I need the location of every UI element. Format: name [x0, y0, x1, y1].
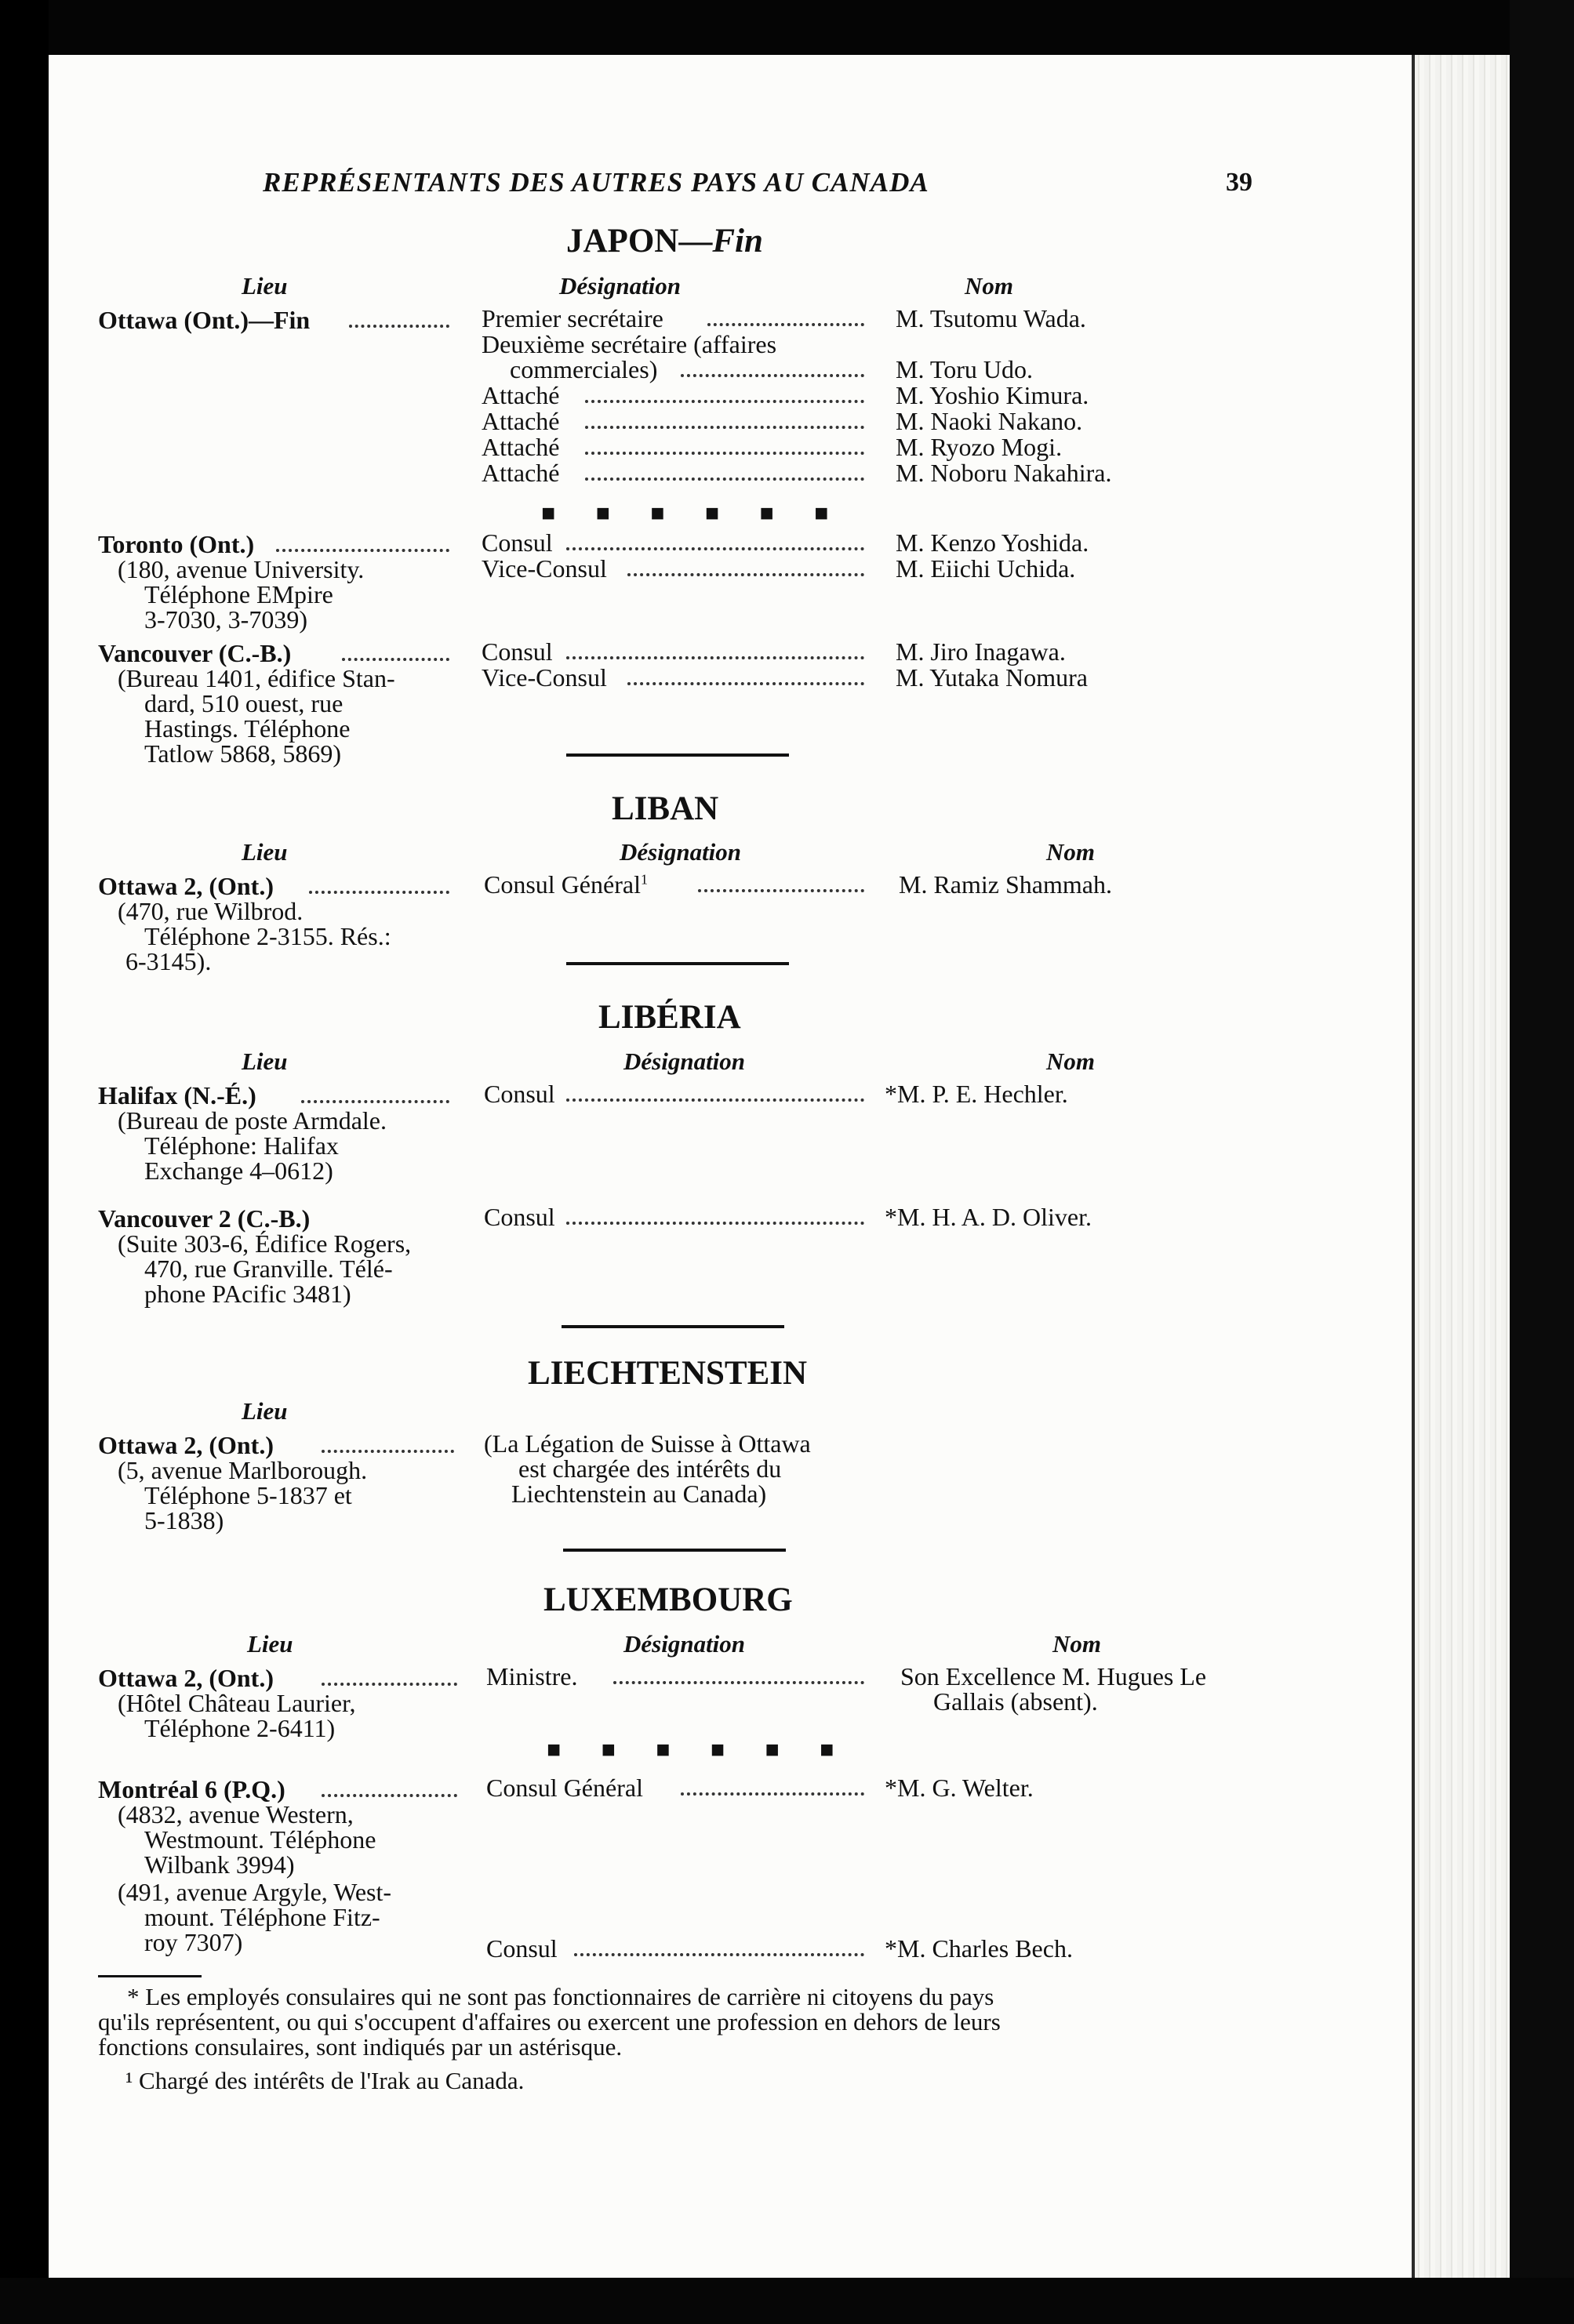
leader-dots [322, 1794, 457, 1797]
luxembourg-ottawa-des: Ministre. [486, 1662, 578, 1690]
liechtenstein-addr-3: 5-1838) [144, 1506, 224, 1534]
section-rule [566, 962, 789, 965]
section-rule [566, 753, 789, 757]
japon-ottawa-des-1: Premier secrétaire [482, 304, 663, 332]
section-title-liechtenstein: LIECHTENSTEIN [528, 1355, 808, 1392]
leader-dots [349, 325, 449, 328]
leader-dots [322, 1683, 457, 1686]
column-header-lieu: Lieu [247, 1630, 293, 1658]
japon-ottawa-des-2: Deuxième secrétaire (affaires [482, 330, 777, 358]
footnote-rule [98, 1975, 202, 1977]
leader-dots [585, 426, 864, 429]
liberia-halifax-addr-2: Téléphone: Halifax [144, 1131, 339, 1160]
japon-ottawa-des-2b: commerciales) [510, 355, 658, 383]
column-header-lieu: Lieu [242, 272, 288, 300]
column-header-designation: Désignation [620, 838, 742, 866]
japon-toronto-addr-3: 3-7030, 3-7039) [144, 605, 307, 634]
column-header-lieu: Lieu [242, 1048, 288, 1075]
running-title: REPRÉSENTANTS DES AUTRES PAYS AU CANADA [263, 167, 929, 198]
leader-dots [627, 573, 864, 576]
leader-dots [566, 547, 864, 550]
luxembourg-ottawa-addr-1: (Hôtel Château Laurier, [118, 1689, 356, 1717]
leader-dots [309, 891, 449, 894]
japon-vancouver-addr-1: (Bureau 1401, édifice Stan- [118, 664, 395, 692]
liechtenstein-note-2: est chargée des intérêts du [518, 1454, 782, 1483]
japon-ottawa-nom-2: M. Toru Udo. [896, 355, 1033, 383]
leader-dots [613, 1681, 864, 1684]
page-edge-line [1412, 55, 1415, 2278]
japon-ottawa-nom-6: M. Noboru Nakahira. [896, 459, 1112, 487]
liberia-halifax-addr-1: (Bureau de poste Armdale. [118, 1106, 387, 1135]
luxembourg-montreal-addr-6: roy 7307) [144, 1928, 243, 1956]
column-header-designation: Désignation [559, 272, 682, 300]
luxembourg-montreal-lieu: Montréal 6 (P.Q.) [98, 1775, 285, 1803]
japon-ottawa-des-4: Attaché [482, 407, 560, 435]
leader-dots [681, 374, 864, 377]
luxembourg-montreal-addr-3: Wilbank 3994) [144, 1850, 295, 1879]
japon-ottawa-des-6: Attaché [482, 459, 560, 487]
luxembourg-montreal-nom-1: *M. G. Welter. [885, 1774, 1034, 1802]
luxembourg-montreal-des-1: Consul Général [486, 1774, 643, 1802]
japon-ottawa-lieu: Ottawa (Ont.)—Fin [98, 306, 311, 334]
liberia-vancouver-addr-2: 470, rue Granville. Télé- [144, 1255, 393, 1283]
luxembourg-montreal-addr-2: Westmount. Téléphone [144, 1825, 376, 1854]
section-title-japon: JAPON—Fin [566, 223, 763, 260]
luxembourg-ottawa-lieu: Ottawa 2, (Ont.) [98, 1664, 274, 1692]
column-header-designation: Désignation [623, 1630, 746, 1658]
japon-vancouver-addr-4: Tatlow 5868, 5869) [144, 739, 342, 768]
liberia-vancouver-des: Consul [484, 1203, 555, 1231]
japon-vancouver-addr-2: dard, 510 ouest, rue [144, 689, 344, 717]
column-header-designation: Désignation [623, 1048, 746, 1075]
leader-dots [585, 478, 864, 481]
liberia-halifax-des: Consul [484, 1080, 555, 1108]
leader-dots [585, 452, 864, 455]
leader-dots [574, 1953, 864, 1956]
luxembourg-ottawa-addr-2: Téléphone 2-6411) [144, 1714, 336, 1742]
leader-dots [322, 1450, 454, 1453]
column-header-nom: Nom [1046, 838, 1095, 866]
luxembourg-montreal-addr-4: (491, avenue Argyle, West- [118, 1878, 392, 1906]
luxembourg-montreal-addr-1: (4832, avenue Western, [118, 1800, 354, 1828]
japon-vancouver-lieu: Vancouver (C.-B.) [98, 639, 292, 667]
column-header-nom: Nom [1046, 1048, 1095, 1075]
luxembourg-montreal-des-2: Consul [486, 1934, 558, 1963]
section-title-luxembourg: LUXEMBOURG [543, 1581, 793, 1618]
luxembourg-montreal-addr-5: mount. Téléphone Fitz- [144, 1903, 380, 1931]
liechtenstein-note-3: Liechtenstein au Canada) [511, 1480, 767, 1508]
liban-addr-3: 6-3145). [125, 947, 212, 975]
liberia-halifax-lieu: Halifax (N.-É.) [98, 1081, 256, 1109]
scan-border-top [0, 0, 1574, 55]
section-rule [563, 1549, 786, 1552]
liberia-vancouver-addr-1: (Suite 303-6, Édifice Rogers, [118, 1229, 412, 1258]
luxembourg-montreal-nom-2: *M. Charles Bech. [885, 1934, 1073, 1963]
column-header-nom: Nom [965, 272, 1013, 300]
leader-dots [566, 656, 864, 659]
leader-dots [566, 1222, 864, 1225]
japon-toronto-addr-1: (180, avenue University. [118, 555, 365, 583]
footnote-star-line-1: * Les employés consulaires qui ne sont pas fonctionnaires de carrière ni citoyens du pays [127, 1983, 994, 2010]
leader-dots [566, 1098, 864, 1102]
liban-nom: M. Ramiz Shammah. [899, 870, 1112, 899]
scan-border-left [0, 0, 49, 2324]
leader-dots [342, 658, 449, 661]
column-header-lieu: Lieu [242, 1397, 288, 1425]
liechtenstein-lieu: Ottawa 2, (Ont.) [98, 1431, 274, 1459]
scan-border-right [1510, 0, 1574, 2324]
japon-toronto-lieu: Toronto (Ont.) [98, 530, 255, 558]
luxembourg-ottawa-nom-2: Gallais (absent). [933, 1687, 1098, 1716]
japon-vancouver-des-1: Consul [482, 637, 553, 666]
section-rule [562, 1325, 784, 1328]
leader-dots [698, 889, 864, 892]
section-title-liban: LIBAN [612, 790, 719, 827]
japon-toronto-nom-2: M. Eiichi Uchida. [896, 554, 1076, 583]
binding-gutter [1413, 55, 1510, 2278]
scan-border-bottom [0, 2278, 1574, 2324]
japon-ottawa-des-3: Attaché [482, 381, 560, 409]
footnote-star-line-3: fonctions consulaires, sont indiqués par un astérisque. [98, 2033, 623, 2061]
liberia-vancouver-nom: *M. H. A. D. Oliver. [885, 1203, 1092, 1231]
japon-ottawa-nom-5: M. Ryozo Mogi. [896, 433, 1063, 461]
japon-ottawa-nom-4: M. Naoki Nakano. [896, 407, 1083, 435]
japon-toronto-nom-1: M. Kenzo Yoshida. [896, 528, 1089, 557]
luxembourg-ottawa-nom-1: Son Excellence M. Hugues Le [900, 1662, 1207, 1690]
leader-dots [301, 1100, 449, 1103]
liberia-halifax-addr-3: Exchange 4–0612) [144, 1157, 333, 1185]
section-separator: ■ ■ ■ ■ ■ ■ [547, 1737, 852, 1763]
liban-lieu: Ottawa 2, (Ont.) [98, 872, 274, 900]
liberia-vancouver-lieu: Vancouver 2 (C.-B.) [98, 1204, 311, 1233]
japon-ottawa-nom-3: M. Yoshio Kimura. [896, 381, 1089, 409]
japon-toronto-addr-2: Téléphone EMpire [144, 580, 333, 608]
japon-toronto-des-2: Vice-Consul [482, 554, 607, 583]
liban-addr-2: Téléphone 2-3155. Rés.: [144, 922, 391, 950]
liechtenstein-note-1: (La Légation de Suisse à Ottawa [484, 1429, 811, 1458]
japon-vancouver-nom-2: M. Yutaka Nomura [896, 663, 1088, 692]
japon-vancouver-nom-1: M. Jiro Inagawa. [896, 637, 1066, 666]
liberia-vancouver-addr-3: phone PAcific 3481) [144, 1280, 351, 1308]
leader-dots [276, 549, 449, 552]
section-separator: ■ ■ ■ ■ ■ ■ [541, 500, 846, 526]
column-header-lieu: Lieu [242, 838, 288, 866]
liban-designation: Consul Général$^1$ [484, 870, 648, 899]
japon-ottawa-des-5: Attaché [482, 433, 560, 461]
japon-ottawa-nom-1: M. Tsutomu Wada. [896, 304, 1086, 332]
liban-addr-1: (470, rue Wilbrod. [118, 897, 304, 925]
liechtenstein-addr-2: Téléphone 5-1837 et [144, 1481, 352, 1509]
japon-vancouver-addr-3: Hastings. Téléphone [144, 714, 351, 743]
section-title-liberia: LIBÉRIA [598, 999, 741, 1036]
japon-vancouver-des-2: Vice-Consul [482, 663, 607, 692]
leader-dots [585, 400, 864, 403]
leader-dots [707, 323, 864, 326]
column-header-nom: Nom [1052, 1630, 1101, 1658]
japon-toronto-des-1: Consul [482, 528, 553, 557]
liechtenstein-addr-1: (5, avenue Marlborough. [118, 1456, 368, 1484]
leader-dots [681, 1792, 864, 1796]
liberia-halifax-nom: *M. P. E. Hechler. [885, 1080, 1068, 1108]
footnote-one: ¹ Chargé des intérêts de l'Irak au Canada. [125, 2067, 525, 2094]
footnote-star-line-2: qu'ils représentent, ou qui s'occupent d'affaires ou exercent une profession en dehors de leurs [98, 2008, 1001, 2035]
page-number: 39 [1226, 168, 1252, 197]
leader-dots [627, 682, 864, 685]
